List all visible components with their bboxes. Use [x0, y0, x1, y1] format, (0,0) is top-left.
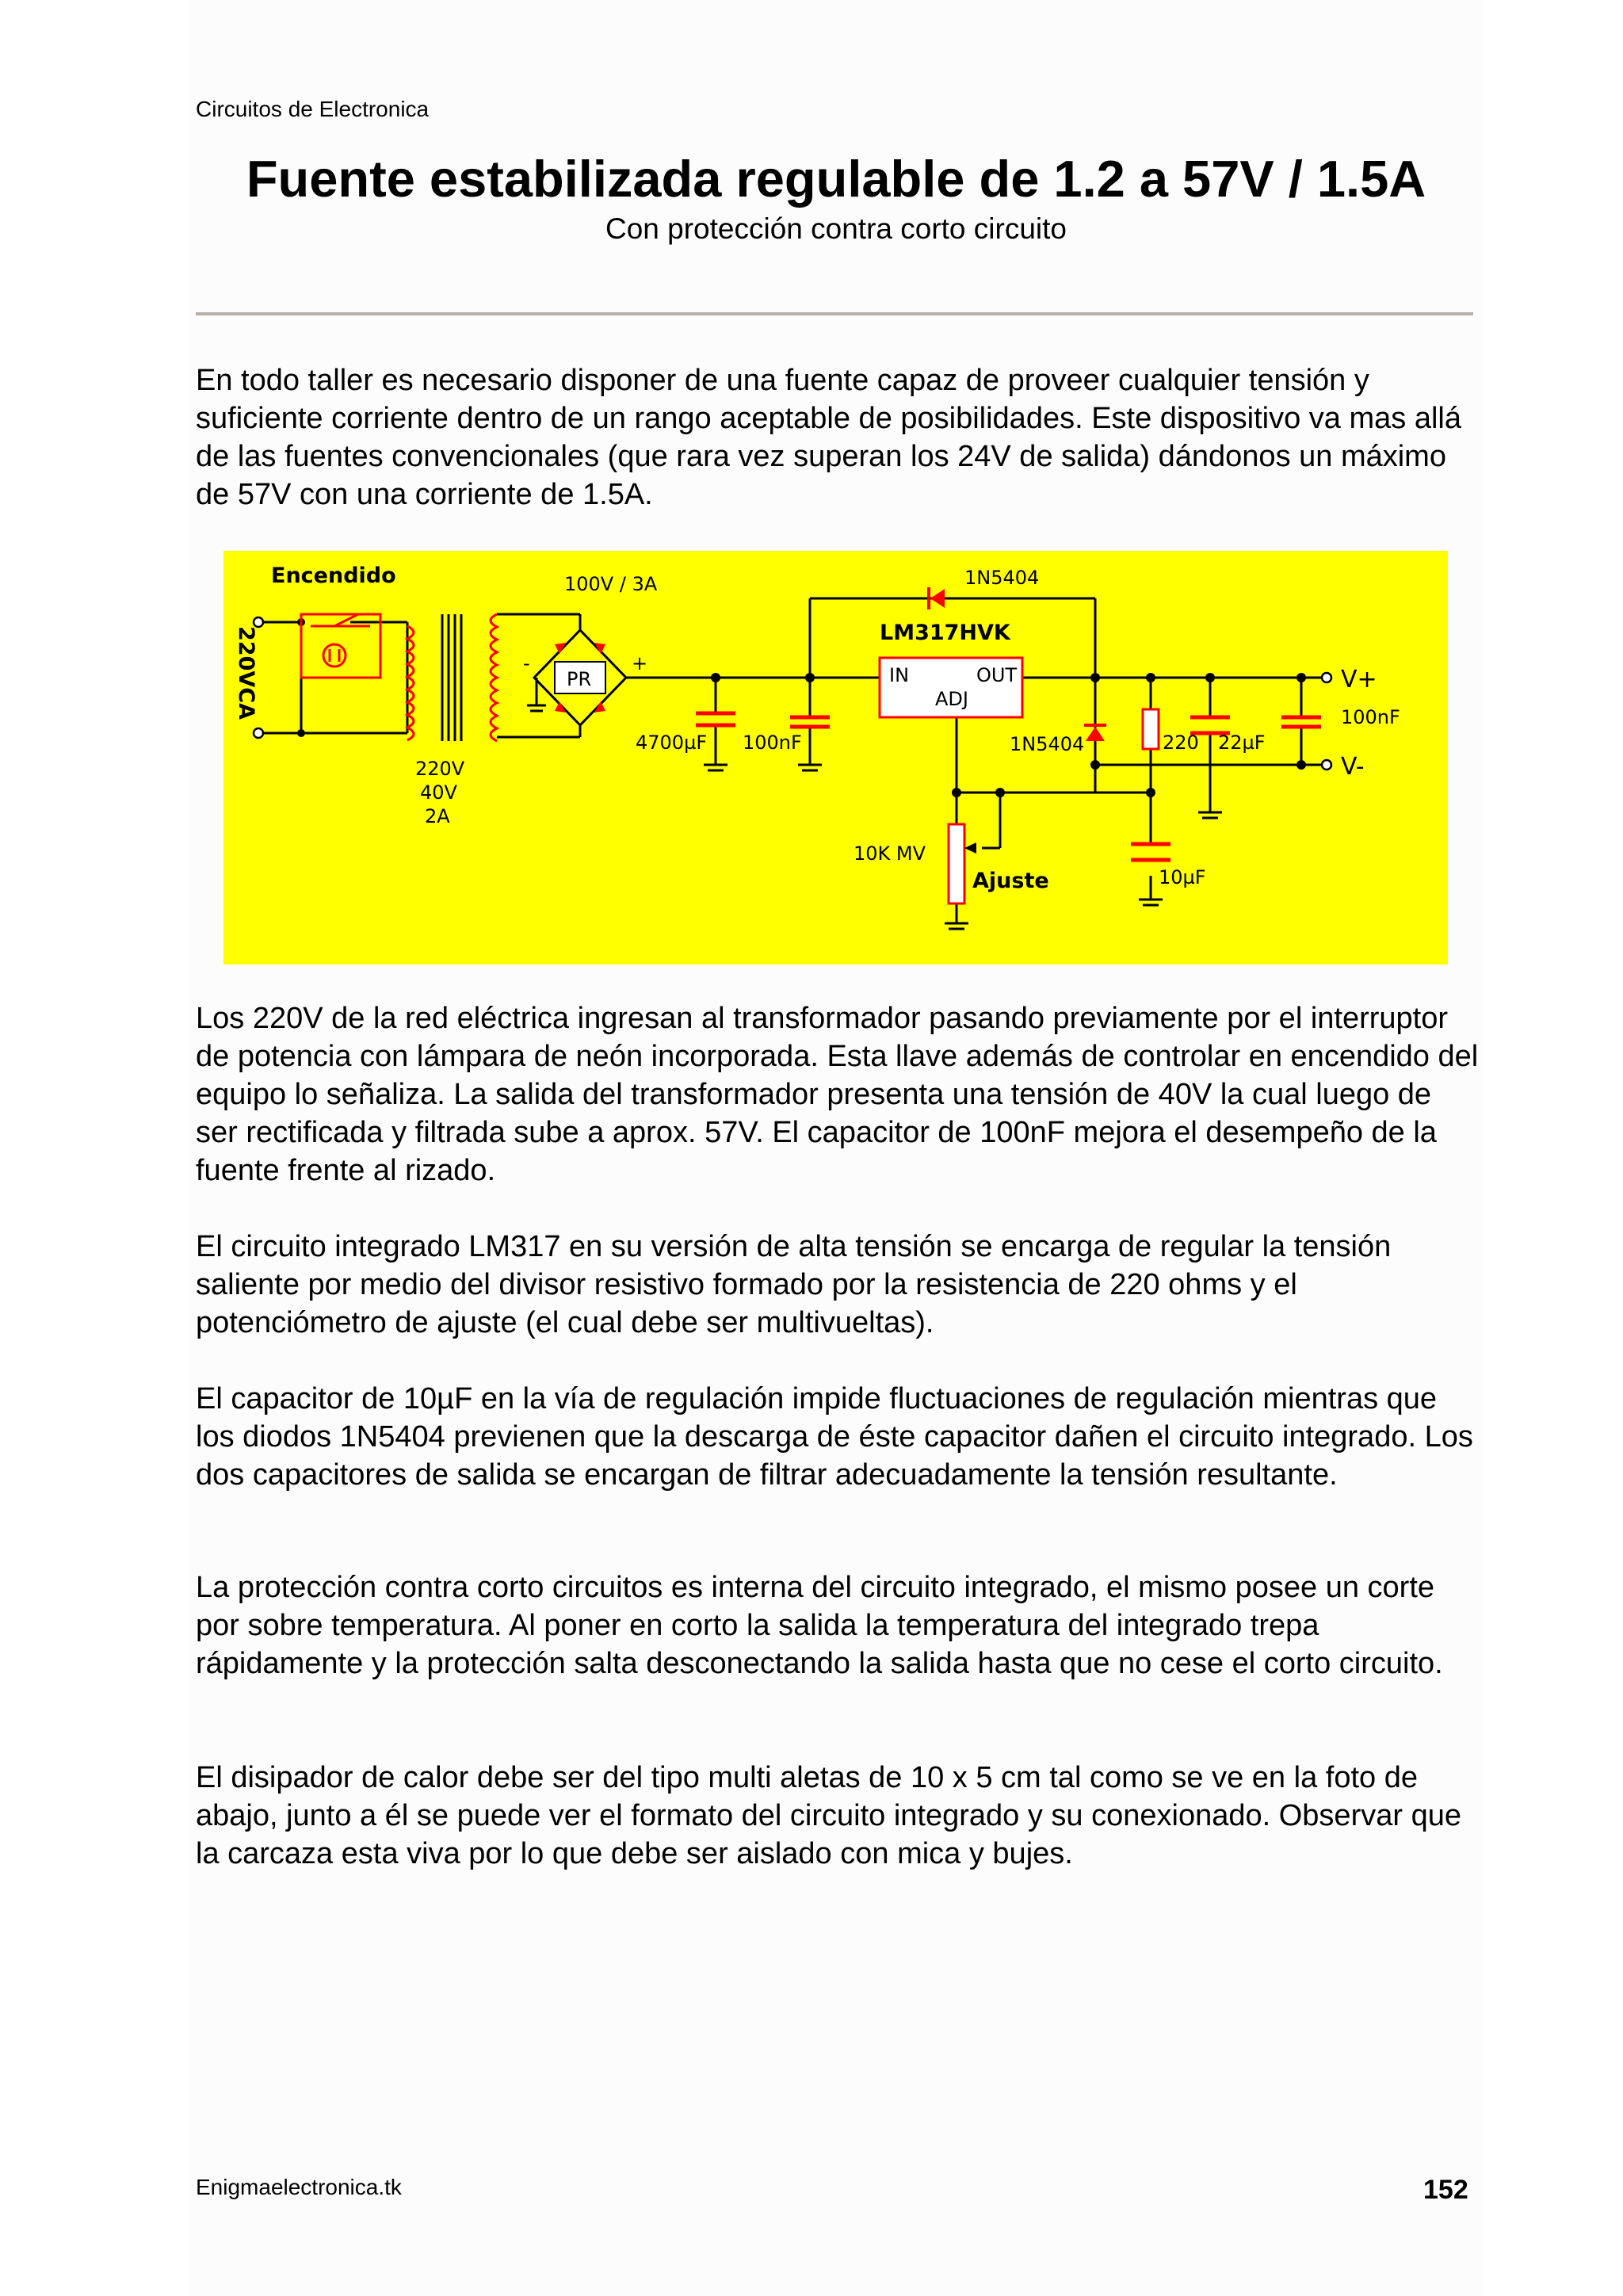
paragraph-capacitor: El capacitor de 10µF en la vía de regulación impide fluctuaciones de regulación mientras que los diodos 1N5404 previenen que la descarga de éste capacitor dañen el circuito integrado. Los dos capacitores de salida se encargan de filtrar adecuadamente la tensión resultante. — [196, 1382, 1473, 1492]
label-cap-input-filter: 100nF — [743, 732, 802, 754]
paragraph-intro: En todo taller es necesario disponer de una fuente capaz de proveer cualquier tensión y suficiente corriente dentro de un rango aceptable de posibilidades. Este dispositivo va mas allá de las fuentes convencionales (que rara vez superan los 24V de salida) dándonos un máximo de 57V con una corriente de 1.5A. — [196, 364, 1461, 511]
paragraph-protection: La protección contra corto circuitos es interna del circuito integrado, el mismo posee un corte por sobre temperatura. Al poner en corto la salida la temperatura del integrado trepa rápidamente y la protección salta desconectando la salida hasta que no cese el corto circuito. — [196, 1571, 1443, 1680]
circuit-schematic — [223, 551, 1448, 965]
label-cap-input: 4700µF — [636, 732, 708, 754]
label-mains: 220VCA — [234, 626, 258, 720]
transformer-core — [442, 614, 461, 741]
label-transformer-rating: 100V / 3A — [564, 573, 658, 595]
page-number: 152 — [1423, 2175, 1468, 2205]
label-cap-adj: 10µF — [1159, 866, 1206, 888]
label-resistor: 220 — [1163, 732, 1199, 754]
paragraph-heatsink: El disipador de calor debe ser del tipo multi aletas de 10 x 5 cm tal como se ve en la foto de abajo, junto a él se puede ver el formato del circuito integrado y su conexionado. Observar que la carcaza esta viva por lo que debe ser aislado con mica y bujes. — [196, 1761, 1461, 1870]
label-pin-adj: ADJ — [935, 688, 968, 710]
label-bridge-minus: - — [523, 652, 530, 674]
power-switch — [301, 614, 380, 678]
label-primary-voltage: 220V — [415, 758, 465, 780]
transformer — [407, 614, 497, 741]
label-pot: 10K MV — [854, 842, 926, 865]
label-regulator: LM317HVK — [880, 621, 1010, 645]
label-pin-out: OUT — [976, 664, 1018, 686]
label-cap-out-filter: 100nF — [1341, 706, 1400, 728]
running-header: Circuitos de Electronica — [196, 97, 430, 121]
label-pot-adjust: Ajuste — [972, 869, 1049, 893]
title-divider — [196, 312, 1473, 315]
label-v-minus: V- — [1341, 753, 1365, 781]
label-diode-mid: 1N5404 — [1010, 733, 1085, 755]
page-subtitle: Con protección contra corto circuito — [605, 212, 1067, 245]
label-bridge-plus: + — [632, 652, 648, 674]
page-title: Fuente estabilizada regulable de 1.2 a 57V / 1.5A — [246, 150, 1426, 208]
footer-site: Enigmaelectronica.tk — [196, 2175, 402, 2199]
label-bridge: PR — [567, 668, 592, 690]
label-switch: Encendido — [271, 563, 396, 588]
label-pin-in: IN — [889, 664, 910, 686]
ground-symbols — [527, 705, 1222, 929]
paragraph-transformer: Los 220V de la red eléctrica ingresan al transformador pasando previamente por el interruptor de potencia con lámpara de neón incorporada. Esta llave además de controlar en encendido del equipo lo señaliza. La salida del transformador presenta una tensión de 40V la cual luego de ser rectificada y filtrada sube a aprox. 57V. El capacitor de 100nF mejora el desempeño de la fuente frente al rizado. — [196, 1002, 1479, 1187]
paragraph-regulator: El circuito integrado LM317 en su versión de alta tensión se encarga de regular la tensión saliente por medio del divisor resistivo formado por la resistencia de 220 ohms y el potenciómetro de ajuste (el cual debe ser multivueltas). — [196, 1230, 1392, 1339]
label-v-plus: V+ — [1341, 666, 1377, 693]
label-cap-out: 22µF — [1218, 732, 1266, 754]
label-diode-top: 1N5404 — [964, 567, 1040, 589]
label-secondary-voltage: 40V — [420, 781, 457, 804]
label-secondary-current: 2A — [425, 805, 450, 827]
schematic-drawing — [223, 551, 1448, 965]
